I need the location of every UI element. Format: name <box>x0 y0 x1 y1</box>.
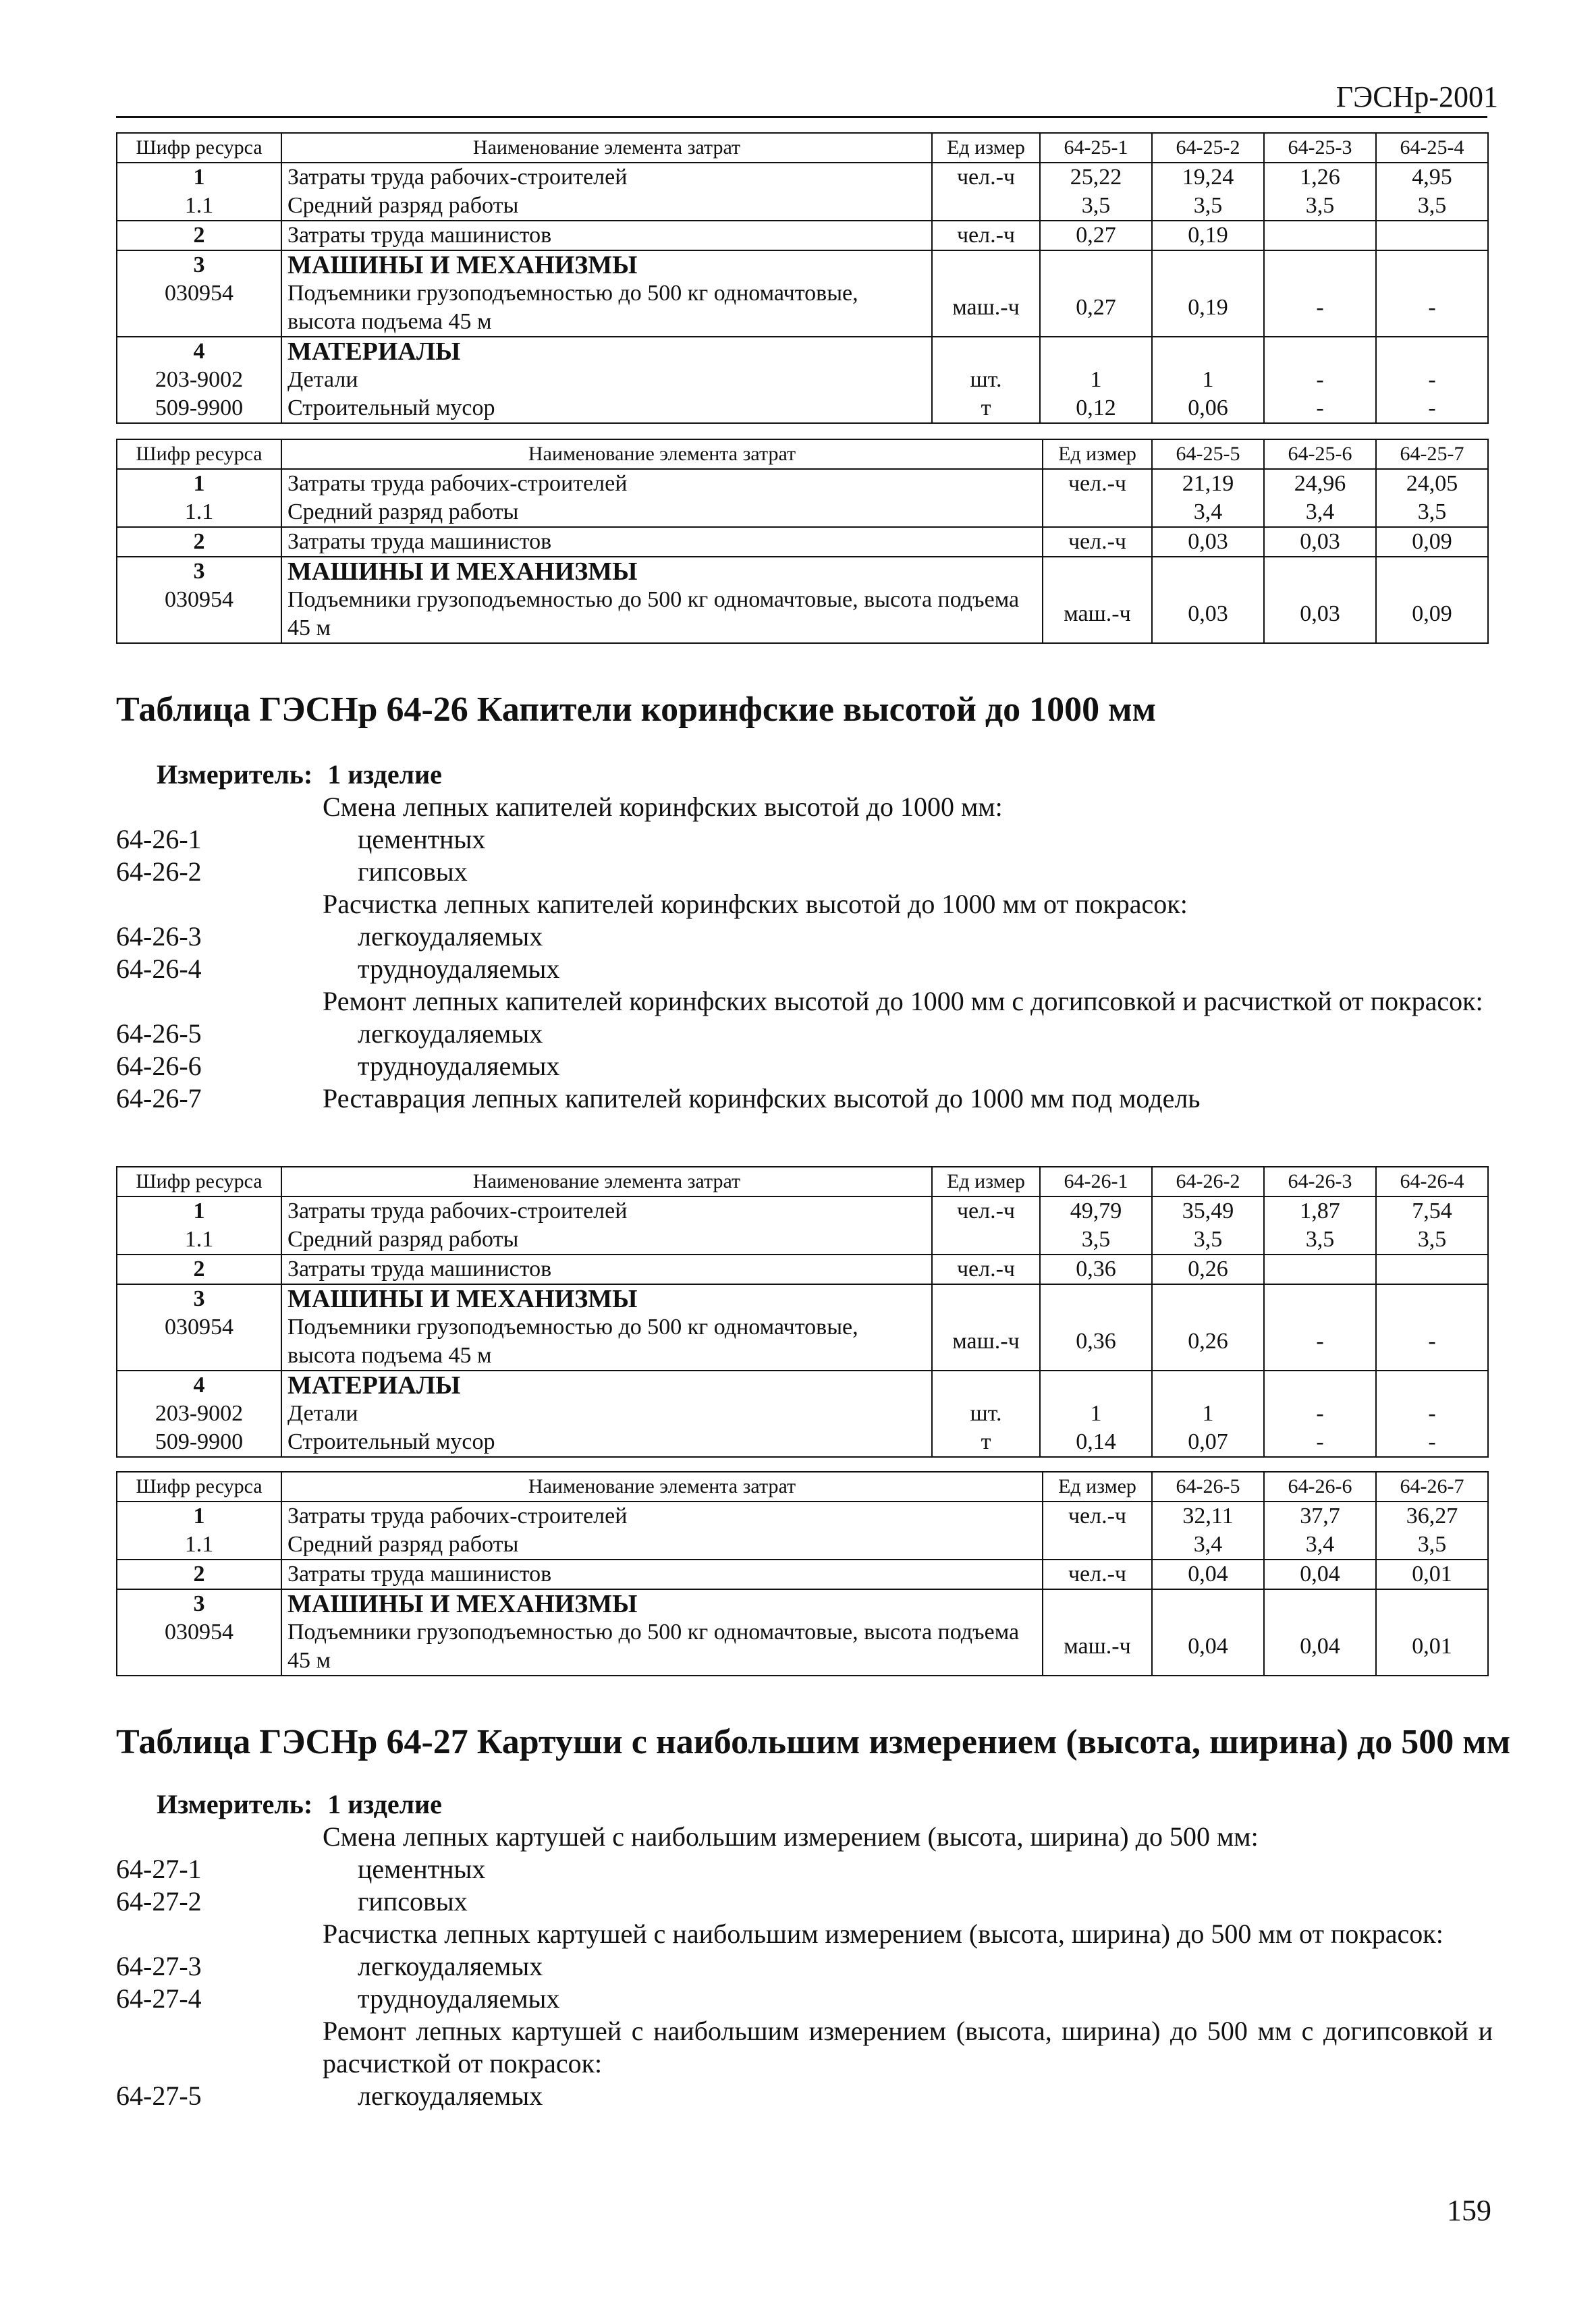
list-item <box>116 1821 1493 1853</box>
value <box>1376 221 1488 250</box>
value: - <box>1264 279 1376 337</box>
resource-code: 030954 <box>117 1618 281 1676</box>
unit: маш.-ч <box>932 1313 1040 1371</box>
value: 32,11 <box>1152 1502 1264 1531</box>
unit: чел.-ч <box>1043 469 1152 498</box>
value: 21,19 <box>1152 469 1264 498</box>
item-code: 64-26-6 <box>116 1051 202 1081</box>
value: 0,04 <box>1152 1560 1264 1589</box>
table-row <box>117 586 1488 643</box>
resource-table-64-25-part1 <box>116 132 1489 424</box>
item-code: 64-27-3 <box>116 1951 202 1981</box>
unit <box>932 1226 1040 1255</box>
resource-code: 203-9002 <box>117 366 281 394</box>
meter-line <box>157 1788 442 1820</box>
value: 0,12 <box>1040 394 1152 423</box>
unit: чел.-ч <box>932 1196 1040 1226</box>
unit: т <box>932 394 1040 423</box>
item-text: Смена лепных капителей коринфских высотой до 1000 мм: <box>323 792 1003 822</box>
value: 0,07 <box>1152 1428 1264 1457</box>
item-code: 64-26-7 <box>116 1083 202 1113</box>
resource-name: Затраты труда рабочих-строителей <box>281 1196 932 1226</box>
value: 3,4 <box>1264 498 1376 527</box>
unit: маш.-ч <box>1043 1618 1152 1676</box>
value: 0,19 <box>1152 221 1264 250</box>
item-code: 64-26-5 <box>116 1018 202 1049</box>
value: 0,03 <box>1264 586 1376 643</box>
list-item <box>116 985 1493 1018</box>
resource-name: Детали <box>281 1400 932 1428</box>
unit: маш.-ч <box>932 279 1040 337</box>
value: - <box>1376 279 1488 337</box>
list-item <box>116 1918 1493 1950</box>
resource-code: 3 <box>117 1284 281 1313</box>
value: 3,5 <box>1376 1531 1488 1560</box>
resource-name: Затраты труда машинистов <box>281 1255 932 1284</box>
value: 0,01 <box>1376 1618 1488 1676</box>
value: 0,19 <box>1152 279 1264 337</box>
table-row <box>117 279 1488 337</box>
resource-name: Подъемники грузоподъемностью до 500 кг одномачтовые, высота подъема 45 м <box>281 1313 932 1371</box>
value: 3,5 <box>1152 1226 1264 1255</box>
table-row <box>117 1313 1488 1371</box>
col-header-rate: 64-25-1 <box>1040 133 1152 163</box>
unit <box>1043 498 1152 527</box>
table-row <box>117 1428 1488 1457</box>
section-row <box>117 1284 1488 1313</box>
section-heading: МАШИНЫ И МЕХАНИЗМЫ <box>281 557 1043 586</box>
table-row <box>117 394 1488 423</box>
table-row <box>117 1196 1488 1226</box>
col-header-unit: Ед измер <box>932 133 1040 163</box>
resource-name: Средний разряд работы <box>281 192 932 221</box>
table-row <box>117 527 1488 557</box>
item-text: трудноудаляемых <box>358 1051 560 1081</box>
list-item <box>116 791 1493 823</box>
col-header-code: Шифр ресурса <box>117 1167 281 1196</box>
value: 1 <box>1152 366 1264 394</box>
item-text: Расчистка лепных капителей коринфских высотой до 1000 мм от покрасок: <box>323 889 1188 919</box>
resource-code: 1.1 <box>117 192 281 221</box>
table-row <box>117 1400 1488 1428</box>
resource-name: Затраты труда машинистов <box>281 221 932 250</box>
value: - <box>1376 394 1488 423</box>
item-text: легкоудаляемых <box>358 1951 543 1981</box>
value: 0,03 <box>1264 527 1376 557</box>
table-row <box>117 163 1488 192</box>
resource-code: 1.1 <box>117 498 281 527</box>
resource-code: 030954 <box>117 586 281 643</box>
resource-name: Затраты труда рабочих-строителей <box>281 163 932 192</box>
resource-code: 030954 <box>117 1313 281 1371</box>
unit: чел.-ч <box>932 221 1040 250</box>
list-item <box>116 1950 1493 1983</box>
section-heading: МАШИНЫ И МЕХАНИЗМЫ <box>281 1284 932 1313</box>
value: - <box>1376 1400 1488 1428</box>
resource-name: Затраты труда машинистов <box>281 1560 1043 1589</box>
unit <box>932 192 1040 221</box>
unit: чел.-ч <box>1043 1560 1152 1589</box>
list-item <box>116 920 1493 953</box>
value: 24,96 <box>1264 469 1376 498</box>
value: 0,36 <box>1040 1313 1152 1371</box>
unit: шт. <box>932 366 1040 394</box>
table-row <box>117 1255 1488 1284</box>
resource-code: 2 <box>117 527 281 557</box>
value: 0,03 <box>1152 527 1264 557</box>
value: 4,95 <box>1376 163 1488 192</box>
meter-line <box>157 759 442 790</box>
resource-code: 1.1 <box>117 1531 281 1560</box>
table-row <box>117 498 1488 527</box>
col-header-unit: Ед измер <box>1043 1472 1152 1502</box>
resource-table-64-26-part2 <box>116 1471 1489 1676</box>
resource-code: 2 <box>117 221 281 250</box>
value: - <box>1376 366 1488 394</box>
value: - <box>1264 1313 1376 1371</box>
unit: шт. <box>932 1400 1040 1428</box>
value: 3,4 <box>1152 1531 1264 1560</box>
resource-code: 203-9002 <box>117 1400 281 1428</box>
resource-code: 1 <box>117 469 281 498</box>
value: 3,5 <box>1264 192 1376 221</box>
col-header-rate: 64-25-6 <box>1264 439 1376 469</box>
unit: чел.-ч <box>932 163 1040 192</box>
col-header-rate: 64-26-6 <box>1264 1472 1376 1502</box>
section-title-64-27: Таблица ГЭСНр 64-27 Картуши с наибольшим измерением (высота, ширина) до 500 мм <box>116 1723 1511 1761</box>
resource-code: 509-9900 <box>117 1428 281 1457</box>
list-item <box>116 2080 1493 2112</box>
resource-code: 1 <box>117 163 281 192</box>
col-header-code: Шифр ресурса <box>117 1472 281 1502</box>
item-text: гипсовых <box>358 856 468 887</box>
resource-name: Подъемники грузоподъемностью до 500 кг одномачтовые, высота подъема 45 м <box>281 586 1043 643</box>
col-header-rate: 64-26-7 <box>1376 1472 1488 1502</box>
value: 3,5 <box>1264 1226 1376 1255</box>
resource-code: 1 <box>117 1196 281 1226</box>
col-header-rate: 64-25-3 <box>1264 133 1376 163</box>
value: 1,87 <box>1264 1196 1376 1226</box>
resource-code: 030954 <box>117 279 281 337</box>
col-header-rate: 64-26-2 <box>1152 1167 1264 1196</box>
value: - <box>1264 366 1376 394</box>
table-row <box>117 192 1488 221</box>
table-header-row <box>117 133 1488 163</box>
resource-code: 3 <box>117 250 281 279</box>
value: - <box>1264 1400 1376 1428</box>
list-item <box>116 953 1493 985</box>
resource-code: 4 <box>117 337 281 366</box>
value: 0,09 <box>1376 527 1488 557</box>
value: 3,5 <box>1152 192 1264 221</box>
item-text: трудноудаляемых <box>358 954 560 984</box>
section-heading: МАТЕРИАЛЫ <box>281 1371 932 1400</box>
list-item <box>116 1050 1493 1082</box>
table-row <box>117 1502 1488 1531</box>
item-code: 64-26-4 <box>116 954 202 984</box>
col-header-rate: 64-25-2 <box>1152 133 1264 163</box>
value: 1,26 <box>1264 163 1376 192</box>
resource-name: Средний разряд работы <box>281 498 1043 527</box>
item-code: 64-27-1 <box>116 1854 202 1884</box>
table-row <box>117 221 1488 250</box>
page-header: ГЭСНр-2001 <box>1336 80 1498 113</box>
resource-name: Затраты труда машинистов <box>281 527 1043 557</box>
table-row <box>117 366 1488 394</box>
section-row <box>117 337 1488 366</box>
item-text: цементных <box>358 824 486 854</box>
value: 3,5 <box>1376 1226 1488 1255</box>
resource-name: Затраты труда рабочих-строителей <box>281 1502 1043 1531</box>
table-row <box>117 1618 1488 1676</box>
section-heading: МАШИНЫ И МЕХАНИЗМЫ <box>281 250 932 279</box>
value: 1 <box>1152 1400 1264 1428</box>
value: 0,36 <box>1040 1255 1152 1284</box>
resource-code: 509-9900 <box>117 394 281 423</box>
resource-name: Строительный мусор <box>281 394 932 423</box>
value: 0,27 <box>1040 221 1152 250</box>
value: 36,27 <box>1376 1502 1488 1531</box>
value: 35,49 <box>1152 1196 1264 1226</box>
col-header-rate: 64-26-3 <box>1264 1167 1376 1196</box>
value: 49,79 <box>1040 1196 1152 1226</box>
item-text: легкоудаляемых <box>358 1018 543 1049</box>
resource-name: Средний разряд работы <box>281 1531 1043 1560</box>
resource-name: Подъемники грузоподъемностью до 500 кг одномачтовые, высота подъема 45 м <box>281 279 932 337</box>
value: 3,4 <box>1152 498 1264 527</box>
value <box>1264 221 1376 250</box>
table-row <box>117 1226 1488 1255</box>
value: - <box>1264 394 1376 423</box>
value: 0,04 <box>1264 1618 1376 1676</box>
table-row <box>117 1560 1488 1589</box>
table-header-row <box>117 439 1488 469</box>
col-header-unit: Ед измер <box>1043 439 1152 469</box>
unit: чел.-ч <box>932 1255 1040 1284</box>
resource-table-64-26-part1 <box>116 1166 1489 1458</box>
section-row <box>117 250 1488 279</box>
value: 7,54 <box>1376 1196 1488 1226</box>
section-row <box>117 557 1488 586</box>
value: - <box>1376 1313 1488 1371</box>
unit: чел.-ч <box>1043 1502 1152 1531</box>
item-code: 64-26-3 <box>116 921 202 952</box>
value: 0,27 <box>1040 279 1152 337</box>
unit: маш.-ч <box>1043 586 1152 643</box>
list-item <box>116 1853 1493 1886</box>
section-row <box>117 1371 1488 1400</box>
value: 0,01 <box>1376 1560 1488 1589</box>
list-item <box>116 823 1493 856</box>
section-heading: МАТЕРИАЛЫ <box>281 337 932 366</box>
resource-code: 3 <box>117 557 281 586</box>
meter-label: Измеритель: <box>157 1789 313 1819</box>
item-code: 64-27-2 <box>116 1886 202 1917</box>
list-item <box>116 2015 1493 2080</box>
value: - <box>1376 1428 1488 1457</box>
col-header-rate: 64-26-5 <box>1152 1472 1264 1502</box>
item-text: легкоудаляемых <box>358 2081 543 2111</box>
meter-value: 1 изделие <box>327 759 442 790</box>
resource-name: Строительный мусор <box>281 1428 932 1457</box>
col-header-code: Шифр ресурса <box>117 439 281 469</box>
item-code: 64-27-5 <box>116 2081 202 2111</box>
value: 0,26 <box>1152 1255 1264 1284</box>
list-item <box>116 1082 1493 1115</box>
item-text: цементных <box>358 1854 486 1884</box>
resource-name: Средний разряд работы <box>281 1226 932 1255</box>
value: 25,22 <box>1040 163 1152 192</box>
col-header-rate: 64-26-1 <box>1040 1167 1152 1196</box>
col-header-rate: 64-25-4 <box>1376 133 1488 163</box>
value: 1 <box>1040 1400 1152 1428</box>
col-header-name: Наименование элемента затрат <box>281 1167 932 1196</box>
resource-name: Затраты труда рабочих-строителей <box>281 469 1043 498</box>
table-row <box>117 469 1488 498</box>
item-text: Расчистка лепных картушей с наибольшим измерением (высота, ширина) до 500 мм от покрасок: <box>323 1919 1443 1949</box>
resource-name: Детали <box>281 366 932 394</box>
value: - <box>1264 1428 1376 1457</box>
resource-code: 4 <box>117 1371 281 1400</box>
value: 3,4 <box>1264 1531 1376 1560</box>
col-header-name: Наименование элемента затрат <box>281 439 1043 469</box>
item-code: 64-26-2 <box>116 856 202 887</box>
col-header-name: Наименование элемента затрат <box>281 133 932 163</box>
section-title-64-26: Таблица ГЭСНр 64-26 Капители коринфские высотой до 1000 мм <box>116 690 1157 729</box>
resource-code: 1 <box>117 1502 281 1531</box>
unit <box>1043 1531 1152 1560</box>
value: 0,04 <box>1264 1560 1376 1589</box>
list-item <box>116 856 1493 888</box>
value: 24,05 <box>1376 469 1488 498</box>
resource-name: Подъемники грузоподъемностью до 500 кг одномачтовые, высота подъема 45 м <box>281 1618 1043 1676</box>
value: 3,5 <box>1376 498 1488 527</box>
resource-table-64-25-part2 <box>116 439 1489 644</box>
value: 0,04 <box>1152 1618 1264 1676</box>
table-header-row <box>117 1472 1488 1502</box>
col-header-unit: Ед измер <box>932 1167 1040 1196</box>
list-item <box>116 1983 1493 2015</box>
item-text: трудноудаляемых <box>358 1983 560 2014</box>
item-code: 64-27-4 <box>116 1983 202 2014</box>
value: 3,5 <box>1040 1226 1152 1255</box>
resource-code: 2 <box>117 1255 281 1284</box>
resource-code: 3 <box>117 1589 281 1618</box>
col-header-rate: 64-25-7 <box>1376 439 1488 469</box>
value: 0,14 <box>1040 1428 1152 1457</box>
col-header-rate: 64-26-4 <box>1376 1167 1488 1196</box>
item-text: Ремонт лепных картушей с наибольшим измерением (высота, ширина) до 500 мм с догипсовкой и расчисткой от покрасок: <box>323 2016 1493 2079</box>
col-header-rate: 64-25-5 <box>1152 439 1264 469</box>
value: 0,26 <box>1152 1313 1264 1371</box>
unit: т <box>932 1428 1040 1457</box>
item-text: легкоудаляемых <box>358 921 543 952</box>
work-description-list-64-26 <box>116 791 1493 1115</box>
meter-label: Измеритель: <box>157 759 313 790</box>
value: 0,03 <box>1152 586 1264 643</box>
item-code: 64-26-1 <box>116 824 202 854</box>
item-text: Смена лепных картушей с наибольшим измерением (высота, ширина) до 500 мм: <box>323 1821 1259 1852</box>
col-header-code: Шифр ресурса <box>117 133 281 163</box>
col-header-name: Наименование элемента затрат <box>281 1472 1043 1502</box>
item-text: Ремонт лепных капителей коринфских высотой до 1000 мм с догипсовкой и расчисткой от покрасок: <box>323 986 1483 1016</box>
value <box>1376 1255 1488 1284</box>
value: 19,24 <box>1152 163 1264 192</box>
item-text: Реставрация лепных капителей коринфских высотой до 1000 мм под модель <box>323 1083 1201 1113</box>
list-item <box>116 1018 1493 1050</box>
resource-code: 1.1 <box>117 1226 281 1255</box>
section-heading: МАШИНЫ И МЕХАНИЗМЫ <box>281 1589 1043 1618</box>
list-item <box>116 1886 1493 1918</box>
item-text: гипсовых <box>358 1886 468 1917</box>
value: 1 <box>1040 366 1152 394</box>
table-header-row <box>117 1167 1488 1196</box>
table-row <box>117 1531 1488 1560</box>
value: 3,5 <box>1040 192 1152 221</box>
value <box>1264 1255 1376 1284</box>
header-rule <box>116 116 1487 118</box>
value: 0,06 <box>1152 394 1264 423</box>
unit: чел.-ч <box>1043 527 1152 557</box>
meter-value: 1 изделие <box>327 1789 442 1819</box>
work-description-list-64-27 <box>116 1821 1493 2112</box>
resource-code: 2 <box>117 1560 281 1589</box>
page-number: 159 <box>1447 2194 1491 2227</box>
section-row <box>117 1589 1488 1618</box>
value: 0,09 <box>1376 586 1488 643</box>
value: 3,5 <box>1376 192 1488 221</box>
value: 37,7 <box>1264 1502 1376 1531</box>
list-item <box>116 888 1493 920</box>
